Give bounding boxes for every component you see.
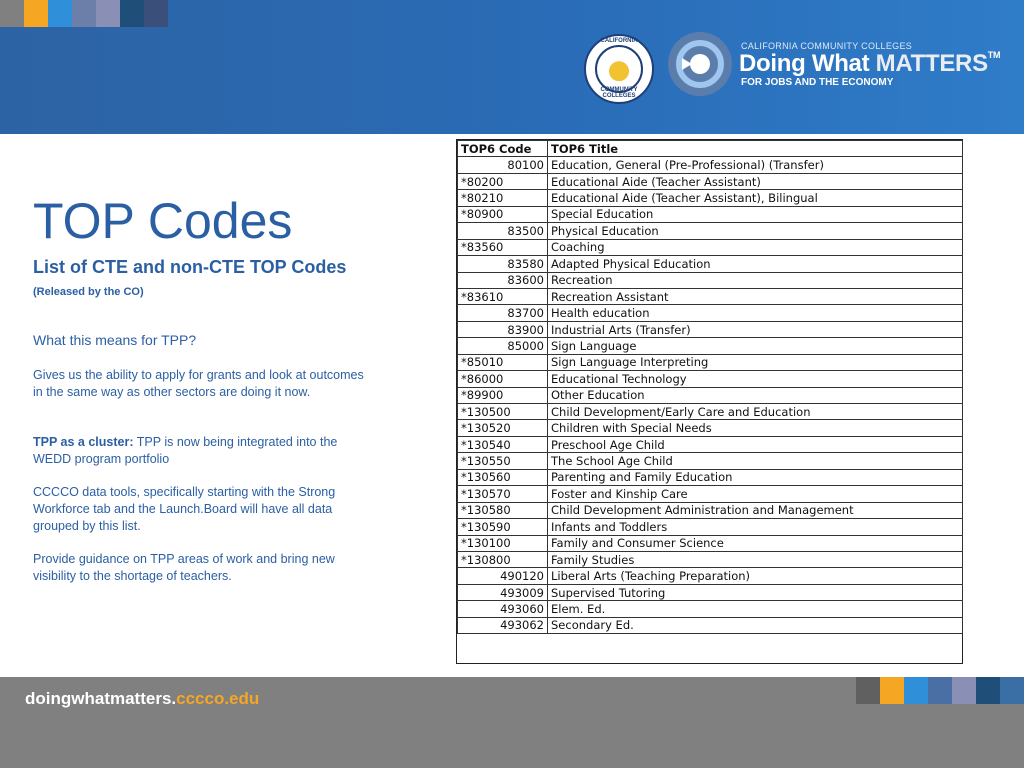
seal-emblem-icon xyxy=(595,45,643,93)
top-title-cell: Secondary Ed. xyxy=(548,617,963,633)
top-title-cell: Education, General (Pre-Professional) (Transfer) xyxy=(548,157,963,173)
top-code-cell: *130100 xyxy=(458,535,548,551)
cluster-label: TPP as a cluster: xyxy=(33,435,134,449)
table-row xyxy=(458,288,963,304)
top-title-cell: Elem. Ed. xyxy=(548,601,963,617)
top-code-cell: 493062 xyxy=(458,617,548,633)
table-row xyxy=(458,404,963,420)
page-title: TOP Codes xyxy=(33,193,293,249)
table-row xyxy=(458,617,963,633)
california-community-colleges-seal-icon xyxy=(584,34,654,104)
subtitle-note: (Released by the CO) xyxy=(33,286,144,298)
table-row xyxy=(458,551,963,567)
top-title-cell: Liberal Arts (Teaching Preparation) xyxy=(548,568,963,584)
top-code-cell: *130520 xyxy=(458,420,548,436)
cluster-text: TPP is now being integrated into the WEDD program portfolio xyxy=(33,435,338,466)
header-banner xyxy=(0,0,1024,134)
table-row xyxy=(458,486,963,502)
header-stripe-5 xyxy=(120,0,144,27)
paragraph-grants: Gives us the ability to apply for grants and look at outcomes in the same way as other sectors are doing it now. xyxy=(33,368,364,399)
brand-small-text: CALIFORNIA COMMUNITY COLLEGES xyxy=(741,41,913,51)
table-row xyxy=(458,223,963,239)
table-row xyxy=(458,239,963,255)
top-title-cell: Sign Language Interpreting xyxy=(548,354,963,370)
top-code-cell: 83500 xyxy=(458,223,548,239)
top-code-cell: 83580 xyxy=(458,256,548,272)
top-code-cell: 83700 xyxy=(458,305,548,321)
header-stripe-4 xyxy=(96,0,120,27)
footer-url-accent: cccco.edu xyxy=(176,689,260,708)
table-row xyxy=(458,272,963,288)
table-row xyxy=(458,354,963,370)
top-title-cell: Coaching xyxy=(548,239,963,255)
top-code-cell: 83600 xyxy=(458,272,548,288)
top-title-cell: Family Studies xyxy=(548,551,963,567)
top-title-cell: Recreation Assistant xyxy=(548,288,963,304)
top-title-cell: Supervised Tutoring xyxy=(548,584,963,600)
paragraph-guidance: Provide guidance on TPP areas of work and bring new visibility to the shortage of teachers. xyxy=(33,552,335,583)
top-title-cell: Child Development Administration and Management xyxy=(548,502,963,518)
footer-stripe-3 xyxy=(928,677,952,704)
top-code-cell: *130500 xyxy=(458,404,548,420)
top-title-cell: Foster and Kinship Care xyxy=(548,486,963,502)
table-row xyxy=(458,256,963,272)
header-color-stripes xyxy=(0,0,168,27)
footer-url xyxy=(25,689,259,709)
top-title-cell: Family and Consumer Science xyxy=(548,535,963,551)
footer-stripe-5 xyxy=(976,677,1000,704)
footer-stripe-2 xyxy=(904,677,928,704)
top-code-cell: 83900 xyxy=(458,321,548,337)
table-row xyxy=(458,584,963,600)
top-code-cell: *130570 xyxy=(458,486,548,502)
top-title-cell: Preschool Age Child xyxy=(548,436,963,452)
top-title-cell: Educational Technology xyxy=(548,371,963,387)
top-title-cell: Educational Aide (Teacher Assistant) xyxy=(548,173,963,189)
section-question: What this means for TPP? xyxy=(33,332,197,348)
top-title-cell: The School Age Child xyxy=(548,453,963,469)
subtitle-main: List of CTE and non-CTE TOP Codes xyxy=(33,257,347,277)
table-row xyxy=(458,469,963,485)
brand-subtitle: FOR JOBS AND THE ECONOMY xyxy=(741,77,894,88)
footer-color-stripes xyxy=(856,677,1024,704)
top-code-cell: *89900 xyxy=(458,387,548,403)
table-row xyxy=(458,338,963,354)
top-title-cell: Health education xyxy=(548,305,963,321)
top-code-cell: *130560 xyxy=(458,469,548,485)
top-code-cell: 490120 xyxy=(458,568,548,584)
seal-bottom-text: COMMUNITY COLLEGES xyxy=(600,87,638,99)
brand-matters-text: MATTERS xyxy=(875,50,988,77)
footer-stripe-4 xyxy=(952,677,976,704)
table-row xyxy=(458,173,963,189)
top-code-cell: *130550 xyxy=(458,453,548,469)
table-row xyxy=(458,190,963,206)
top-title-cell: Industrial Arts (Transfer) xyxy=(548,321,963,337)
top-title-cell: Other Education xyxy=(548,387,963,403)
page-subtitle xyxy=(33,256,363,303)
footer-url-main: doingwhatmatters. xyxy=(25,689,177,708)
top-title-cell: Child Development/Early Care and Education xyxy=(548,404,963,420)
top-code-cell: *85010 xyxy=(458,354,548,370)
top-title-cell: Adapted Physical Education xyxy=(548,256,963,272)
footer-stripe-0 xyxy=(856,677,880,704)
table-row xyxy=(458,321,963,337)
top-codes-table xyxy=(457,140,963,634)
top-code-cell: *130580 xyxy=(458,502,548,518)
table-row xyxy=(458,502,963,518)
table-row xyxy=(458,206,963,222)
brand-title xyxy=(739,50,1000,78)
table-body xyxy=(458,157,963,634)
header-stripe-1 xyxy=(24,0,48,27)
header-stripe-6 xyxy=(144,0,168,27)
top-code-cell: *130590 xyxy=(458,519,548,535)
top-code-cell: *86000 xyxy=(458,371,548,387)
top-title-cell: Recreation xyxy=(548,272,963,288)
header-stripe-0 xyxy=(0,0,24,27)
top-title-cell: Educational Aide (Teacher Assistant), Bilingual xyxy=(548,190,963,206)
top-code-cell: *130800 xyxy=(458,551,548,567)
top-code-cell: *80900 xyxy=(458,206,548,222)
table-row xyxy=(458,387,963,403)
header-stripe-3 xyxy=(72,0,96,27)
top-title-cell: Special Education xyxy=(548,206,963,222)
top-title-cell: Children with Special Needs xyxy=(548,420,963,436)
paragraph-data-tools: CCCCO data tools, specifically starting with the Strong Workforce tab and the Launch.Board will have all data grouped by this list. xyxy=(33,485,336,533)
top-code-cell: 493009 xyxy=(458,584,548,600)
doing-what-matters-logo-icon xyxy=(668,32,732,96)
footer-stripe-6 xyxy=(1000,677,1024,704)
table-row xyxy=(458,157,963,173)
top-code-cell: *83610 xyxy=(458,288,548,304)
brand-trademark: TM xyxy=(987,50,1001,60)
table-row xyxy=(458,535,963,551)
top-code-cell: *83560 xyxy=(458,239,548,255)
column-header-title: TOP6 Title xyxy=(548,141,963,157)
seal-top-text: CALIFORNIA xyxy=(600,38,638,44)
footer-stripe-1 xyxy=(880,677,904,704)
brand-doing-text: Doing What xyxy=(739,50,876,77)
top-code-cell: *130540 xyxy=(458,436,548,452)
table-row xyxy=(458,436,963,452)
top-title-cell: Physical Education xyxy=(548,223,963,239)
top-code-cell: 80100 xyxy=(458,157,548,173)
table-row xyxy=(458,371,963,387)
paragraph-cluster xyxy=(33,434,373,468)
table-header-row xyxy=(458,141,963,157)
table-row xyxy=(458,453,963,469)
top-title-cell: Infants and Toddlers xyxy=(548,519,963,535)
top-code-cell: 85000 xyxy=(458,338,548,354)
top-title-cell: Sign Language xyxy=(548,338,963,354)
column-header-code: TOP6 Code xyxy=(458,141,548,157)
top-codes-table-image xyxy=(456,139,963,664)
top-title-cell: Parenting and Family Education xyxy=(548,469,963,485)
table-row xyxy=(458,568,963,584)
top-code-cell: *80210 xyxy=(458,190,548,206)
table-row xyxy=(458,601,963,617)
top-code-cell: 493060 xyxy=(458,601,548,617)
table-row xyxy=(458,519,963,535)
top-code-cell: *80200 xyxy=(458,173,548,189)
table-row xyxy=(458,305,963,321)
header-stripe-2 xyxy=(48,0,72,27)
table-row xyxy=(458,420,963,436)
